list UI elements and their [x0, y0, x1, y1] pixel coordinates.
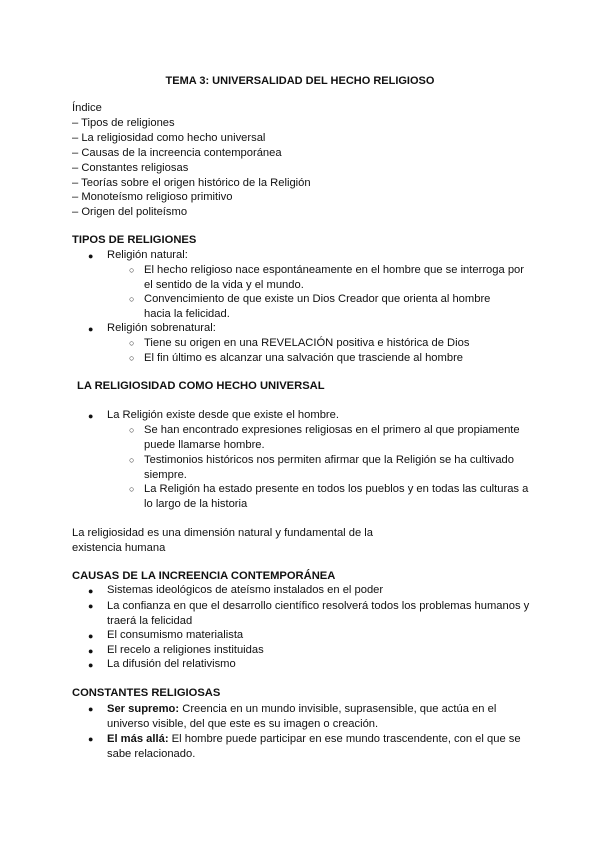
hollow-bullet-icon: ○ — [129, 484, 135, 494]
index-item: – Constantes religiosas — [72, 161, 189, 174]
hollow-bullet-icon: ○ — [129, 265, 135, 275]
bullet-icon: ● — [88, 251, 94, 261]
bullet-icon: ● — [88, 646, 94, 656]
list-subitem: Se han encontrado expresiones religiosas en el primero al que propiamente puede llamarse hombre. — [144, 424, 520, 452]
bullet-icon: ● — [88, 324, 94, 334]
list-subitem: Convencimiento de que existe un Dios Creador que orienta al hombre hacia la felicidad. — [144, 293, 491, 321]
list-subitem: Tiene su origen en una REVELACIÓN positiva e histórica de Dios — [144, 337, 470, 349]
term-description: Creencia en un mundo invisible, suprasensible, que actúa en el universo visible, del que este es su imagen o creación. — [107, 703, 497, 730]
index-item: – Tipos de religiones — [72, 116, 175, 129]
list-subitem: El hecho religioso nace espontáneamente en el hombre que se interroga por el sentido de la vida y el mundo. — [144, 264, 525, 292]
list-subitem: La Religión ha estado presente en todos los pueblos y en todas las culturas a lo largo de la historia — [144, 483, 529, 511]
section-heading-causas: CAUSAS DE LA INCREENCIA CONTEMPORÁNEA — [72, 570, 336, 582]
list-item: El consumismo materialista — [107, 629, 244, 641]
term-label: Ser supremo: — [107, 703, 180, 715]
paragraph: La religiosidad es una dimensión natural y fundamental de la existencia humana — [72, 527, 374, 554]
index-list — [72, 101, 311, 220]
index-item: – Origen del politeísmo — [72, 206, 188, 219]
section-heading-religiosidad: LA RELIGIOSIDAD COMO HECHO UNIVERSAL — [77, 380, 325, 392]
hollow-bullet-icon: ○ — [129, 455, 135, 465]
section-heading-tipos: TIPOS DE RELIGIONES — [72, 234, 197, 246]
page-title: TEMA 3: UNIVERSALIDAD DEL HECHO RELIGIOSO — [165, 75, 435, 87]
bullet-icon: ● — [88, 586, 94, 596]
index-item: – Causas de la increencia contemporánea — [72, 146, 282, 159]
list-item: Religión sobrenatural: — [107, 322, 216, 334]
bullet-icon: ● — [88, 704, 94, 714]
list-item: La difusión del relativismo — [107, 658, 236, 670]
hollow-bullet-icon: ○ — [129, 294, 135, 304]
index-heading: Índice — [72, 102, 102, 114]
list-subitem: Testimonios históricos nos permiten afirmar que la Religión se ha cultivado siempre. — [144, 454, 514, 482]
list-item: Religión natural: — [107, 249, 188, 261]
hollow-bullet-icon: ○ — [129, 353, 135, 363]
term-label: El más allá: — [107, 733, 169, 745]
index-item: – La religiosidad como hecho universal — [72, 131, 266, 144]
index-item: – Teorías sobre el origen histórico de la Religión — [72, 176, 311, 189]
bullet-icon: ● — [88, 411, 94, 421]
list-item — [107, 702, 507, 732]
section-heading-constantes: CONSTANTES RELIGIOSAS — [72, 687, 221, 699]
hollow-bullet-icon: ○ — [129, 425, 135, 435]
list-item — [107, 732, 527, 762]
list-item: Sistemas ideológicos de ateísmo instalados en el poder — [107, 584, 384, 596]
list-item: El recelo a religiones instituidas — [107, 644, 264, 656]
list-item: La Religión existe desde que existe el hombre. — [107, 409, 339, 421]
bullet-icon: ● — [88, 631, 94, 641]
hollow-bullet-icon: ○ — [129, 338, 135, 348]
index-item: – Monoteísmo religioso primitivo — [72, 191, 233, 204]
bullet-icon: ● — [88, 601, 94, 611]
bullet-icon: ● — [88, 660, 94, 670]
term-description: El hombre puede participar en ese mundo trascendente, con el que se sabe relacionado. — [107, 733, 521, 760]
list-item: La confianza en que el desarrollo científico resolverá todos los problemas humanos y traerá la felicidad — [107, 600, 530, 627]
bullet-icon: ● — [88, 734, 94, 744]
list-subitem: El fin último es alcanzar una salvación que trasciende al hombre — [144, 352, 464, 364]
